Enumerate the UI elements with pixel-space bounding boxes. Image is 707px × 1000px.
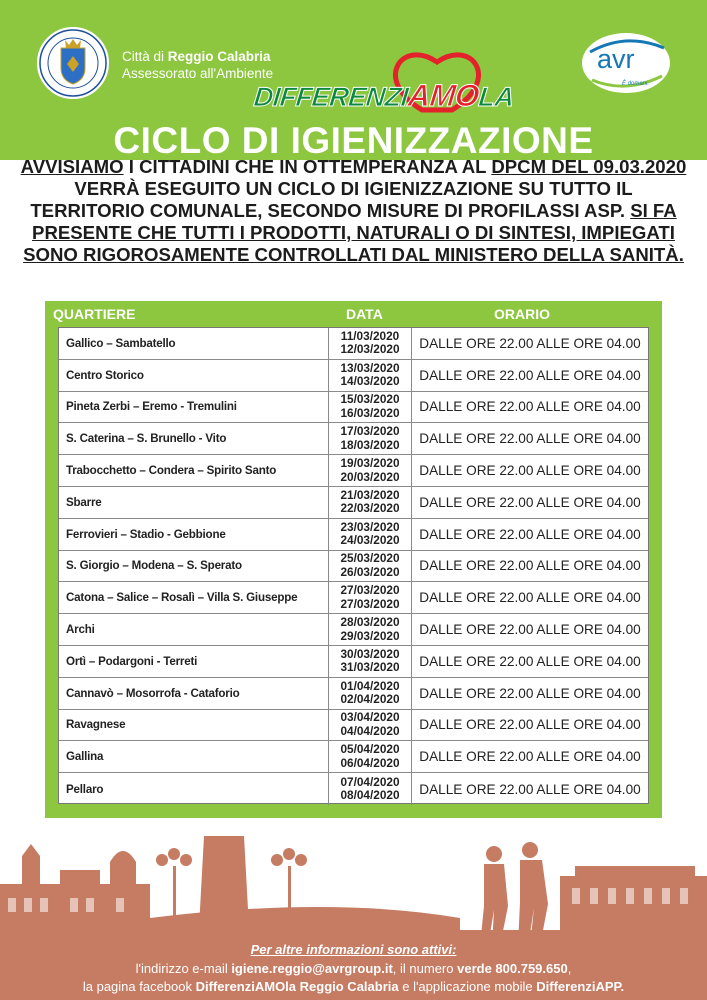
cell-data — [329, 360, 412, 391]
cell-date-end: 02/04/2020 — [340, 692, 400, 707]
cell-date-start: 01/04/2020 — [340, 678, 400, 693]
footer-line-3 — [0, 978, 707, 997]
logo-part-differenzi: DIFFERENZI — [252, 82, 410, 112]
cell-orario: DALLE ORE 22.00 ALLE ORE 04.00 — [419, 653, 641, 669]
table-row — [59, 614, 648, 646]
cell-date-start: 11/03/2020 — [340, 328, 400, 343]
cell-date-start: 27/03/2020 — [340, 583, 400, 598]
logo-part-la: LA — [477, 82, 516, 112]
cell-quartiere: Sbarre — [59, 487, 329, 518]
cell-data — [329, 741, 412, 772]
cell-quartiere: Ortì – Podargoni - Terreti — [59, 646, 329, 677]
city-heading — [122, 48, 273, 82]
footer-phone[interactable]: verde 800.759.650 — [457, 960, 568, 976]
city-crest-icon — [36, 26, 110, 100]
cell-date-start: 15/03/2020 — [340, 392, 400, 407]
cell-date-end: 29/03/2020 — [340, 628, 400, 643]
header-banner — [0, 0, 707, 160]
footer-line-1: Per altre informazioni sono attivi: — [250, 942, 457, 957]
notice-paragraph — [20, 156, 687, 266]
cell-data — [329, 710, 412, 741]
avr-logo-text: avr — [597, 44, 635, 74]
cell-data — [329, 423, 412, 454]
avr-tagline: È domani. — [622, 81, 650, 87]
cell-orario: DALLE ORE 22.00 ALLE ORE 04.00 — [419, 717, 641, 733]
footer-facebook-label: la pagina facebook — [82, 979, 196, 994]
cell-data — [329, 392, 412, 423]
cell-quartiere: Trabocchetto – Condera – Spirito Santo — [59, 455, 329, 486]
header-data: DATA — [346, 306, 383, 322]
cell-data — [329, 455, 412, 486]
cell-orario: DALLE ORE 22.00 ALLE ORE 04.00 — [419, 526, 641, 542]
cell-date-start: 17/03/2020 — [340, 424, 400, 439]
footer-facebook-page[interactable]: DifferenziAMOla Reggio Calabria — [195, 979, 399, 994]
cell-data — [329, 678, 412, 709]
cell-date-start: 25/03/2020 — [340, 551, 400, 566]
footer-comma: , — [567, 960, 572, 976]
table-row — [59, 487, 648, 519]
schedule-table — [45, 301, 662, 818]
city-skyline-illustration — [0, 826, 707, 946]
table-row — [59, 678, 648, 710]
table-row — [59, 646, 648, 678]
cell-orario: DALLE ORE 22.00 ALLE ORE 04.00 — [419, 335, 641, 351]
cell-date-end: 22/03/2020 — [340, 501, 400, 516]
cell-orario: DALLE ORE 22.00 ALLE ORE 04.00 — [419, 399, 641, 415]
cell-date-end: 24/03/2020 — [340, 533, 400, 548]
footer-app-label: e l'applicazione mobile — [398, 979, 537, 994]
cell-quartiere: Gallina — [59, 741, 329, 772]
cell-data — [329, 519, 412, 550]
cell-orario: DALLE ORE 22.00 ALLE ORE 04.00 — [419, 685, 641, 701]
cell-data — [329, 646, 412, 677]
footer-info — [0, 941, 707, 997]
header-quartiere: QUARTIERE — [53, 306, 136, 322]
cell-quartiere: Pineta Zerbi – Eremo - Tremulini — [59, 392, 329, 423]
notice-part-2: I CITTADINI CHE IN OTTEMPERANZA AL — [123, 156, 492, 177]
cell-orario: DALLE ORE 22.00 ALLE ORE 04.00 — [419, 367, 641, 383]
cell-quartiere: Pellaro — [59, 773, 329, 805]
cell-date-start: 13/03/2020 — [340, 360, 400, 375]
cell-data — [329, 487, 412, 518]
cell-quartiere: Catona – Salice – Rosalì – Villa S. Giuseppe — [59, 582, 329, 613]
cell-date-end: 04/04/2020 — [340, 723, 400, 738]
cell-quartiere: Cannavò – Mosorrofa - Cataforio — [59, 678, 329, 709]
notice-part-4: VERRÀ ESEGUITO UN CICLO DI IGIENIZZAZIONE SU TUTTO IL TERRITORIO COMUNALE, SECONDO MISURE DI PROFILASSI ASP. — [30, 178, 633, 221]
cell-date-end: 14/03/2020 — [340, 374, 400, 389]
table-row — [59, 455, 648, 487]
cell-date-start: 03/04/2020 — [340, 710, 400, 725]
cell-quartiere: Gallico – Sambatello — [59, 328, 329, 359]
cell-orario: DALLE ORE 22.00 ALLE ORE 04.00 — [419, 494, 641, 510]
cell-quartiere: S. Caterina – S. Brunello - Vito — [59, 423, 329, 454]
footer-number-label: , il numero — [392, 960, 458, 976]
cell-date-end: 06/04/2020 — [340, 755, 400, 770]
cell-orario: DALLE ORE 22.00 ALLE ORE 04.00 — [419, 463, 641, 479]
department-name: Assessorato all'Ambiente — [122, 66, 274, 81]
differenziamola-logo — [252, 78, 516, 114]
table-row — [59, 582, 648, 614]
cell-date-end: 31/03/2020 — [340, 660, 400, 675]
footer-email[interactable]: igiene.reggio@avrgroup.it — [231, 960, 393, 976]
cell-date-end: 08/04/2020 — [340, 788, 400, 803]
table-body — [58, 327, 649, 804]
cell-date-end: 16/03/2020 — [340, 405, 400, 420]
cell-quartiere: Ferrovieri – Stadio - Gebbione — [59, 519, 329, 550]
city-name: Reggio Calabria — [167, 49, 271, 64]
cell-date-start: 21/03/2020 — [340, 487, 400, 502]
cell-date-start: 30/03/2020 — [340, 646, 400, 661]
cell-date-end: 27/03/2020 — [340, 596, 400, 611]
cell-quartiere: Archi — [59, 614, 329, 645]
table-header — [45, 301, 662, 327]
cell-date-end: 12/03/2020 — [340, 342, 400, 357]
logo-part-amo: AMO — [406, 78, 481, 113]
table-row — [59, 710, 648, 742]
cell-data — [329, 582, 412, 613]
cell-date-start: 05/04/2020 — [340, 742, 400, 757]
table-row — [59, 392, 648, 424]
table-row — [59, 328, 648, 360]
table-row — [59, 773, 648, 805]
cell-orario: DALLE ORE 22.00 ALLE ORE 04.00 — [419, 431, 641, 447]
cell-date-end: 18/03/2020 — [340, 437, 400, 452]
cell-quartiere: Centro Storico — [59, 360, 329, 391]
cell-date-start: 07/04/2020 — [340, 774, 400, 789]
table-row — [59, 519, 648, 551]
table-row — [59, 551, 648, 583]
cell-quartiere: S. Giorgio – Modena – S. Sperato — [59, 551, 329, 582]
table-row — [59, 423, 648, 455]
cell-orario: DALLE ORE 22.00 ALLE ORE 04.00 — [419, 558, 641, 574]
table-row — [59, 741, 648, 773]
footer-app-name[interactable]: DifferenziAPP. — [536, 979, 625, 994]
cell-data — [329, 328, 412, 359]
cell-orario: DALLE ORE 22.00 ALLE ORE 04.00 — [419, 590, 641, 606]
cell-date-start: 23/03/2020 — [340, 519, 400, 534]
cell-date-start: 28/03/2020 — [340, 615, 400, 630]
notice-part-1: AVVISIAMO — [20, 156, 124, 177]
cell-data — [329, 773, 412, 805]
cell-orario: DALLE ORE 22.00 ALLE ORE 04.00 — [419, 749, 641, 765]
city-prefix: Città di — [122, 49, 168, 64]
cell-quartiere: Ravagnese — [59, 710, 329, 741]
page-title: CICLO DI IGIENIZZAZIONE — [113, 120, 594, 160]
table-row — [59, 360, 648, 392]
notice-part-3: DPCM DEL 09.03.2020 — [491, 156, 687, 177]
header-orario: ORARIO — [494, 306, 550, 322]
footer-line-2 — [0, 960, 707, 979]
cell-date-end: 26/03/2020 — [340, 564, 400, 579]
cell-data — [329, 551, 412, 582]
footer-email-label: l'indirizzo e-mail — [135, 960, 232, 976]
cell-data — [329, 614, 412, 645]
cell-orario: DALLE ORE 22.00 ALLE ORE 04.00 — [419, 781, 641, 797]
cell-date-start: 19/03/2020 — [340, 456, 400, 471]
cell-orario: DALLE ORE 22.00 ALLE ORE 04.00 — [419, 622, 641, 638]
cell-date-end: 20/03/2020 — [340, 469, 400, 484]
notice-part-5: SI FA PRESENTE CHE TUTTI I PRODOTTI, NATURALI O DI SINTESI, IMPIEGATI SONO RIGOROSAMENTE CONTROLLATI DAL MINISTERO DELLA SANITÀ. — [23, 200, 684, 265]
